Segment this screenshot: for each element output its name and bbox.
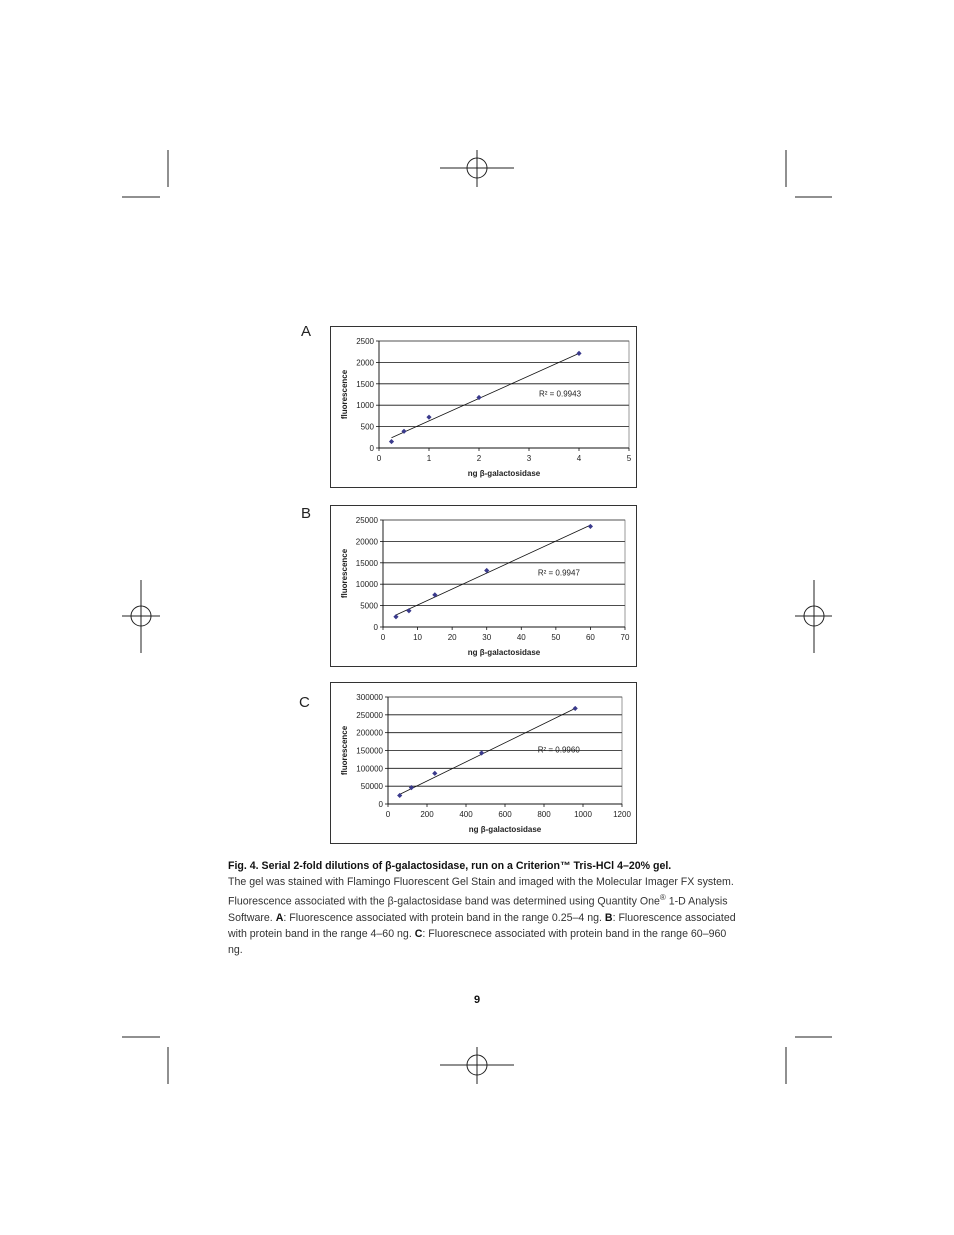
x-tick-label: 0 xyxy=(380,633,386,642)
y-tick-label: 250000 xyxy=(356,710,383,720)
x-tick-label: 3 xyxy=(526,454,532,463)
x-axis-label: ng β-galactosidase xyxy=(467,469,541,478)
caption-label-a: A xyxy=(275,911,284,924)
plot-area xyxy=(379,341,629,448)
data-point xyxy=(389,439,394,444)
x-tick-label: 0 xyxy=(376,454,382,463)
data-point xyxy=(432,771,437,776)
caption-text-a: : Fluorescence associated with protein band in the range 0.25–4 ng. xyxy=(283,911,605,924)
caption-text-c: : Fluorescnece associated with protein band in the range 60–960 ng. xyxy=(228,927,727,956)
r-squared-label: R² = 0.9947 xyxy=(537,568,580,578)
figure-caption xyxy=(228,858,738,958)
x-tick-label: 800 xyxy=(537,810,551,819)
caption-text-2: 1-D Analysis Software. xyxy=(228,895,728,924)
chart-a-svg xyxy=(331,327,636,487)
r-squared-label: R² = 0.9960 xyxy=(537,745,580,755)
chart-b xyxy=(330,505,637,667)
y-tick-label: 100000 xyxy=(356,764,383,774)
y-tick-label: 2000 xyxy=(356,358,374,368)
caption-title: Fig. 4. Serial 2-fold dilutions of β-galactosidase, run on a Criterion™ Tris-HCl 4–20% gel. xyxy=(228,860,672,872)
x-axis-label: ng β-galactosidase xyxy=(467,648,541,657)
y-tick-label: 15000 xyxy=(355,558,378,568)
data-point xyxy=(393,614,398,619)
y-tick-label: 2500 xyxy=(356,337,374,346)
y-tick-label: 0 xyxy=(373,623,378,632)
chart-c xyxy=(330,682,637,844)
caption-registered-mark: ® xyxy=(659,893,666,902)
x-tick-label: 1200 xyxy=(613,810,631,819)
chart-a xyxy=(330,326,637,488)
y-tick-label: 150000 xyxy=(356,746,383,756)
y-tick-label: 10000 xyxy=(355,580,378,590)
y-tick-label: 20000 xyxy=(355,537,378,547)
caption-label-c: C xyxy=(414,927,423,940)
panel-label-c: C xyxy=(299,694,310,711)
data-point xyxy=(576,351,581,356)
y-tick-label: 1000 xyxy=(356,401,374,411)
y-axis-label: fluorescence xyxy=(340,548,349,599)
data-point xyxy=(573,706,578,711)
y-tick-label: 0 xyxy=(369,444,374,453)
x-tick-label: 50 xyxy=(551,633,561,642)
data-point xyxy=(406,608,411,613)
chart-b-svg xyxy=(331,506,636,666)
caption-label-b: B xyxy=(604,911,613,924)
x-tick-label: 60 xyxy=(585,633,595,642)
page-number: 9 xyxy=(473,994,481,1006)
x-tick-label: 5 xyxy=(626,454,632,463)
y-tick-label: 300000 xyxy=(356,693,383,702)
data-point xyxy=(426,415,431,420)
y-tick-label: 50000 xyxy=(360,782,383,792)
panel-label-a: A xyxy=(301,323,312,340)
y-tick-label: 500 xyxy=(360,422,374,432)
panel-label-b: B xyxy=(301,505,312,522)
data-point xyxy=(432,592,437,597)
y-tick-label: 1500 xyxy=(356,379,374,389)
caption-text-b: : Fluorescence associated with protein band in the range 4–60 ng. xyxy=(228,911,736,940)
y-axis-label: fluorescence xyxy=(340,725,349,776)
x-tick-label: 10 xyxy=(413,633,423,642)
x-axis-label: ng β-galactosidase xyxy=(468,825,542,834)
y-tick-label: 25000 xyxy=(355,516,378,525)
x-tick-label: 30 xyxy=(482,633,492,642)
x-tick-label: 0 xyxy=(385,810,391,819)
y-tick-label: 200000 xyxy=(356,728,383,738)
x-tick-label: 70 xyxy=(620,633,630,642)
y-tick-label: 5000 xyxy=(360,601,378,611)
x-tick-label: 1000 xyxy=(574,810,592,819)
x-tick-label: 200 xyxy=(420,810,434,819)
x-tick-label: 40 xyxy=(516,633,526,642)
r-squared-label: R² = 0.9943 xyxy=(539,389,582,399)
x-tick-label: 600 xyxy=(498,810,512,819)
plot-area xyxy=(383,520,625,627)
y-axis-label: fluorescence xyxy=(340,369,349,420)
x-tick-label: 1 xyxy=(426,454,432,463)
y-tick-label: 0 xyxy=(378,800,383,809)
x-tick-label: 4 xyxy=(576,454,582,463)
x-tick-label: 400 xyxy=(459,810,473,819)
data-point xyxy=(588,524,593,529)
caption-text-1: The gel was stained with Flamingo Fluorescent Gel Stain and imaged with the Molecular Imager FX system. Fluorescence associated with the β-galactosidase band was determined using Quantity One xyxy=(228,876,734,908)
x-tick-label: 2 xyxy=(476,454,482,463)
chart-c-svg xyxy=(331,683,636,843)
x-tick-label: 20 xyxy=(447,633,457,642)
